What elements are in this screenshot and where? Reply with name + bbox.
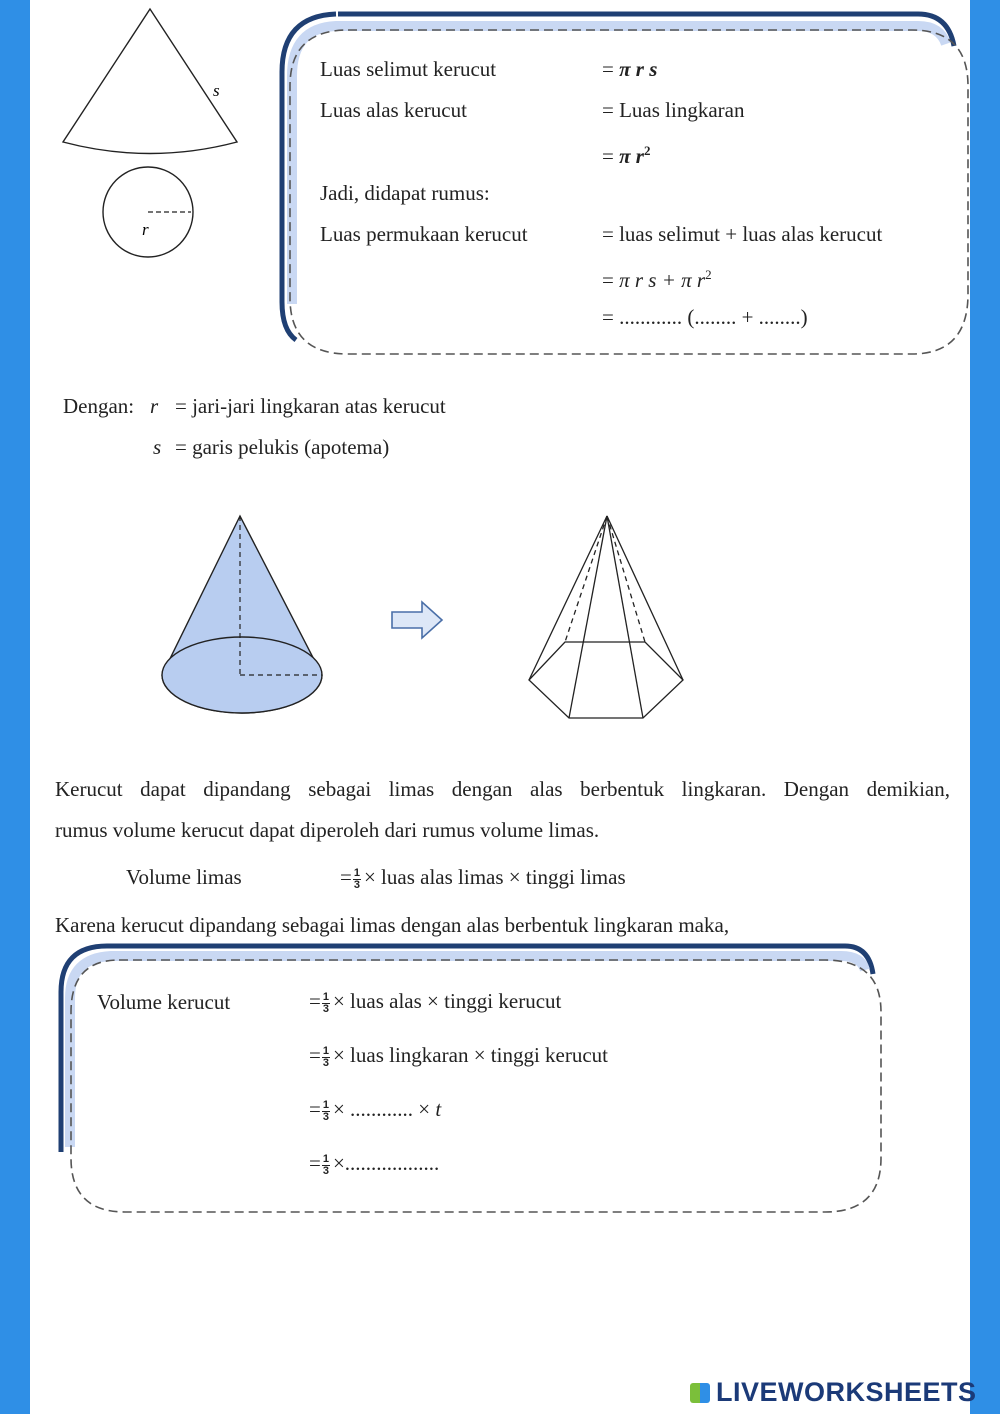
paragraph-line-1: Kerucut dapat dipandang sebagai limas dengan alas berbentuk lingkaran. Dengan demikian, bbox=[55, 777, 950, 801]
hexagonal-pyramid-figure bbox=[525, 510, 700, 725]
def-s-symbol: s bbox=[153, 435, 162, 459]
volume-kerucut-line-3: = $\frac{1}{3}$ × ............ × t bbox=[309, 1097, 442, 1123]
def-r-symbol: r bbox=[150, 394, 159, 418]
liveworksheets-logo: LIVEWORKSHEETS bbox=[690, 1377, 977, 1408]
box1-conclusion: Jadi, didapat rumus: bbox=[320, 181, 490, 205]
fraction-one-third: $\frac{1}{3}$ bbox=[353, 866, 360, 891]
box1-value-total: = luas selimut + luas alas kerucut bbox=[602, 222, 883, 246]
def-intro: Dengan: bbox=[63, 394, 135, 418]
box1-value-total-formula: = π r s + π $r^2$ bbox=[602, 267, 712, 292]
paragraph-line-2: rumus volume kerucut dapat diperoleh dari rumus volume limas. bbox=[55, 818, 600, 842]
liveworksheets-mark-icon bbox=[690, 1383, 710, 1403]
box1-value-base-formula: = π $r^2$ bbox=[602, 143, 651, 168]
karena-sentence: Karena kerucut dipandang sebagai limas dengan alas berbentuk lingkaran maka, bbox=[55, 913, 730, 937]
box1-value-lateral: = π r s bbox=[602, 57, 658, 81]
def-s-text: = garis pelukis (apotema) bbox=[175, 435, 390, 459]
volume-limas-label: Volume limas bbox=[126, 865, 242, 889]
volume-kerucut-line-2: = $\frac{1}{3}$ × luas lingkaran × tinggi kerucut bbox=[309, 1043, 609, 1069]
left-border-strip bbox=[0, 0, 30, 1414]
box1-label-lateral: Luas selimut kerucut bbox=[320, 57, 497, 81]
box1-blank-answer: = ............ (........ + ........) bbox=[602, 305, 808, 329]
box1-value-base: = Luas lingkaran bbox=[602, 98, 745, 122]
def-r-text: = jari-jari lingkaran atas kerucut bbox=[175, 394, 446, 418]
box1-label-total: Luas permukaan kerucut bbox=[320, 222, 528, 246]
net-label-s: s bbox=[213, 81, 220, 100]
volume-kerucut-label: Volume kerucut bbox=[97, 990, 231, 1014]
volume-kerucut-line-4: = $\frac{1}{3}$ ×.................. bbox=[309, 1151, 440, 1177]
volume-kerucut-line-1: = $\frac{1}{3}$ × luas alas × tinggi kerucut bbox=[309, 989, 562, 1015]
cone-figure bbox=[150, 510, 335, 715]
right-arrow-icon bbox=[390, 600, 446, 640]
volume-limas-formula: = $\frac{1}{3}$ × luas alas limas × tinggi limas bbox=[340, 865, 626, 891]
net-label-r: r bbox=[142, 220, 149, 239]
cone-net-diagram bbox=[55, 5, 255, 250]
box1-label-base: Luas alas kerucut bbox=[320, 98, 467, 122]
